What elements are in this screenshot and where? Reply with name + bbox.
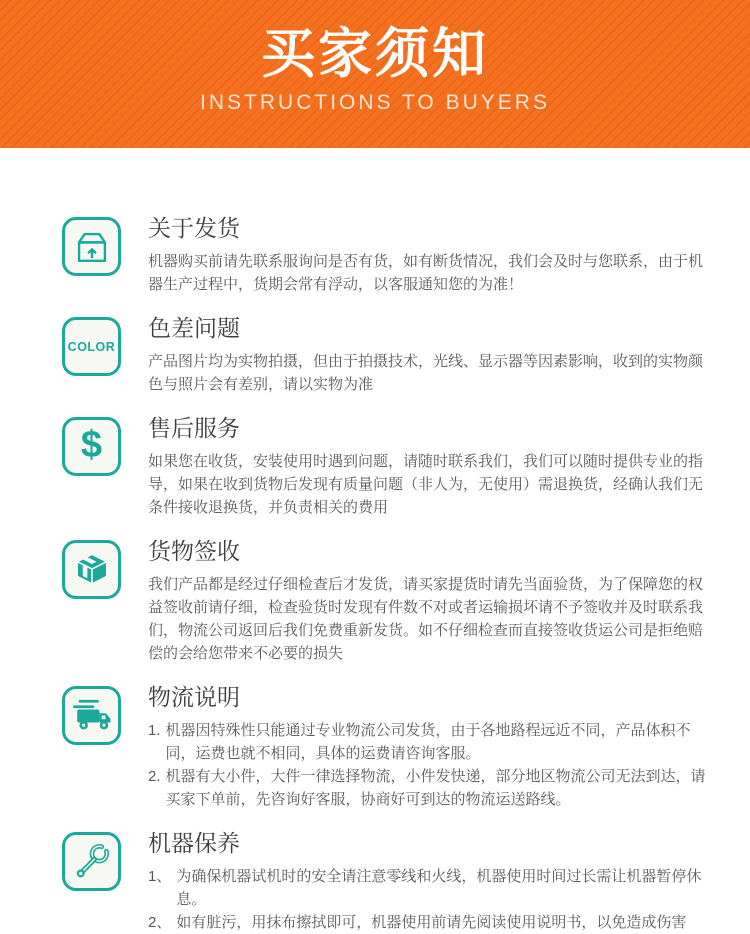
section-color-difference bbox=[62, 315, 710, 396]
delivery-truck-icon bbox=[62, 686, 121, 745]
section-title: 机器保养 bbox=[148, 830, 240, 856]
list-text: 机器有大小件，大件一律选择物流，小件发快递，部分地区物流公司无法到达，请买家下单前，先咨询好客服，协商好可到达的物流运送路线。 bbox=[165, 768, 706, 808]
color-badge-icon bbox=[62, 317, 121, 376]
section-title: 售后服务 bbox=[148, 415, 240, 441]
section-after-sales bbox=[62, 415, 710, 519]
list-item bbox=[148, 765, 710, 811]
sections-list bbox=[0, 148, 750, 934]
header-banner bbox=[0, 0, 750, 148]
list-marker: 2. bbox=[148, 768, 161, 785]
section-title: 货物签收 bbox=[148, 538, 240, 564]
list-item bbox=[148, 865, 710, 911]
dollar-icon bbox=[62, 417, 121, 476]
list-text: 为确保机器试机时的安全请注意零线和火线，机器使用时间过长需让机器暂停休息。 bbox=[176, 868, 702, 908]
section-body: 产品图片均为实物拍摄，但由于拍摄技术，光线、显示器等因素影响，收到的实物颜色与照片会有差别，请以实物为准 bbox=[148, 353, 704, 393]
section-logistics bbox=[62, 684, 710, 811]
dollar-glyph: $ bbox=[80, 424, 103, 466]
list-text: 如有脏污，用抹布擦拭即可，机器使用前请先阅读使用说明书，以免造成伤害 bbox=[176, 914, 687, 931]
wrench-icon bbox=[62, 832, 121, 891]
list-item bbox=[148, 911, 710, 934]
color-badge-label: COLOR bbox=[67, 339, 116, 354]
section-body: 我们产品都是经过仔细检查后才发货，请买家提货时请先当面验货，为了保障您的权益签收前请仔细，检查验货时发现有件数不对或者运输损坏请不予签收并及时联系我们，物流公司返回后我们免费重新发货。如不仔细检查而直接签收货运公司是拒绝赔偿的会给您带来不必要的损失 bbox=[148, 576, 704, 662]
list-marker: 1、 bbox=[148, 868, 172, 885]
section-body: 机器购买前请先联系服询问是否有货，如有断货情况，我们会及时与您联系，由于机器生产过程中，货期会常有浮动，以客服通知您的为准！ bbox=[148, 253, 704, 293]
section-title: 物流说明 bbox=[148, 684, 240, 710]
list-item bbox=[148, 719, 710, 765]
section-title: 关于发货 bbox=[148, 215, 240, 241]
list-marker: 1. bbox=[148, 722, 161, 739]
list-text: 机器因特殊性只能通过专业物流公司发货，由于各地路程远近不同，产品体积不同，运费也就不相同，具体的运费请咨询客服。 bbox=[165, 722, 691, 762]
section-body: 如果您在收货，安装使用时遇到问题，请随时联系我们，我们可以随时提供专业的指导，如果在收到货物后发现有质量问题（非人为，无使用）需退换货，经确认我们无条件接收退换货，并负责相关的费用 bbox=[148, 453, 704, 516]
section-goods-receipt bbox=[62, 538, 710, 665]
section-title: 色差问题 bbox=[148, 315, 240, 341]
list-marker: 2、 bbox=[148, 914, 172, 931]
section-shipping bbox=[62, 215, 710, 296]
page-subtitle: INSTRUCTIONS TO BUYERS bbox=[200, 91, 550, 114]
package-arrow-icon bbox=[62, 217, 121, 276]
parcel-cube-icon bbox=[62, 540, 121, 599]
page-title: 买家须知 bbox=[261, 24, 489, 84]
section-maintenance bbox=[62, 830, 710, 934]
